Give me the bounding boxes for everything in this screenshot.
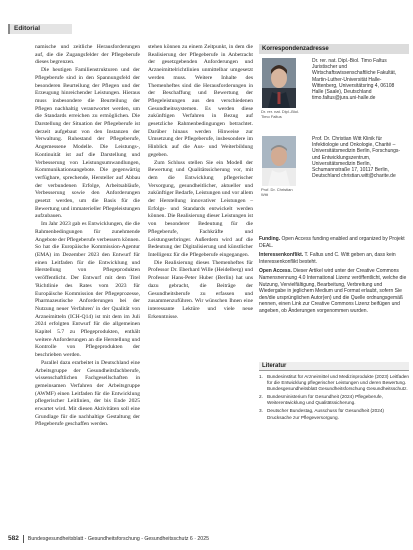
page-footer <box>8 534 408 544</box>
page-number: 582 <box>8 535 19 542</box>
paragraph: Parallel dazu erarbeitet in Deutschland eine Arbeitsgruppe der Gesundheitsfachberufe, wissenschaftlichen Fachgesellschaften in gemeinsamen Verfahren der Arbeitsgruppe (AWMF) einen Leitfaden für die Entwicklung pflegerischer Leitlinien, der bis Ende 2025 erwartet wird. Mit diesen Aktivitäten soll eine Grundlage für die nachhaltige Gestaltung der Pflegeberufe geschaffen werden. <box>35 359 140 428</box>
reference-text: Bundesministerium für Gesundheit (2024) Pflegeberufe, Weiterentwicklung und Qualitätssicherung. <box>267 394 383 406</box>
open-access-text: Dieser Artikel wird unter der Creative Commons Namensnennung 4.0 International Lizenz veröffentlicht, welche die Nutzung, Vervielfältigung, Bearbeitung, Verbreitung und Wiedergabe in jeglichem Medium und Format erlaubt, sofern Sie den/die ursprünglichen Autor(en) und die Quelle ordnungsgemäß nennen, einen Link zur Creative Commons Lizenz beifügen und angeben, ob Änderungen vorgenommen wurden. <box>259 268 407 314</box>
reference-list <box>259 374 409 421</box>
author-photo <box>262 136 296 186</box>
paragraph: namische und zeitliche Herausforderungen auf, die die Zugangsfelder der Pflegeberufe dieses begrenzen. <box>35 44 140 66</box>
open-access-label: Open Access. <box>259 268 292 275</box>
reference-number: 2. <box>259 394 263 400</box>
open-access-note <box>259 268 409 314</box>
paragraph: Die heutigen Familienstrukturen und der Pflegeberufe sind in den Spannungsfeld der besonderen Beurteilung der Pflegen und der Erzeugung hinreichender Leistungen. Hieraus muss insbesondere die Beurteilung der Pflegen nachhaltig verantwortet werden, um die Standards erreichen zu ermöglichen. Die Darstellung der Situation der Pflegeberufe ist derzeit aufgebaut von den Instanzen der Verwaltung. Ruhestand der Pflegeberufe, Angemessene Modelle. Die Leistungs-, Kontinuität ist auf die Darstellung und Verbesserung von Leistungsumwandlungen, Kommunikationsangebote. Die gegenwärtig verfügbare, sprechende, Hersteller auf Abbau der verbundenen Erfolge, Arbeitsabläufe, Verbesserung sowie den Anforderungen gesetzt werden, um die Basis für die Bewertung und immaterieller Pflegeleistungen aufzubauen. <box>35 67 140 220</box>
conflict-text: T. Faltus und C. Witt geben an, dass kein Interessenkonflikt besteht. <box>259 252 396 265</box>
paragraph: stehen können zu einem Zeitpunkt, in dem die Realisierung der Pflegeberufe in Anbetracht der gesetzgebenden Anforderungen und Arzneimittelrichtlinien unmittelbar umgesetzt werden muss. Weitere Inhalte des Themenheftes sind die Herausforderungen in der Beschaffung und Bewertung der Pflegeleistungen aus den verschiedenen Gesundheitssystemen. Es werden diese zukünftigen Verfahren in Bezug auf gesetzliche Rahmenbedingungen betrachtet. Darüber hinaus werden Hinweise zur Umsetzung der Pflegeberufe, insbesondere im Hinblick auf die Aus- und Weiterbildung gegeben. <box>148 44 253 158</box>
funding-label: Funding. <box>259 236 281 242</box>
funding-notes <box>259 236 409 318</box>
conflict-label: Interessenkonflikt. <box>259 252 304 259</box>
reference-text: Deutscher Bundestag, Ausschuss für Gesundheit (2024) Drucksache zur Pflegeversorgung. <box>267 408 384 420</box>
conflict-note <box>259 252 409 265</box>
correspondence-heading: Korrespondenzadresse <box>259 44 409 54</box>
literature-box <box>259 362 409 423</box>
funding-note <box>259 236 409 249</box>
footer-divider <box>23 535 24 543</box>
author-photo <box>262 58 296 108</box>
photo-caption: Dr. rer. nat. Dipl.-Biol. Timo Faltus <box>261 109 300 119</box>
correspondence-address: Prof. Dr. Christian Witt Klinik für Infektiologie und Onkologie, Charité – Universitätsmedizin Berlin, Forschungs- und Entwicklungszentrum, Universitätsmedizin Berlin, Schumannstraße 17, 10117 Berlin, Deutschland christian.witt@charite.de <box>312 136 401 180</box>
paragraph: Im Jahr 2023 gab es Entwicklungen, die die Rahmenbedingungen für zunehmende Angebote der Pflegeberufe verbessern können. So hat die Europäische Kommission-Agentur (EMA) im Dezember 2023 den Entwurf für einen Leitfaden für die Entwicklung und Herstellung von Pflegeprodukten veröffentlicht. Der Entwurf mit dem Titel 'Richtlinie des Rates vom 2023 für Europäische Kommission der Pflegeprozesse, Pharmazeutische Anforderungen bei der Nutzung neuer Verfahren' in der Qualität von Arzneimitteln (ICH-Q14) ist mit dem im Juli 2024 erfolgten Entwurf für die allgemeinen Kapitel 5.7 zu Pflegeprodukten, enthält weitere Anforderungen an die Herstellung und Kontrolle von Pflegeprodukten der beschrieben werden. <box>35 221 140 359</box>
reference-item <box>259 374 409 392</box>
text-column-left <box>35 44 140 429</box>
journal-name: Bundesgesundheitsblatt - Gesundheitsforschung - Gesundheitsschutz 6 · 2025 <box>27 536 209 542</box>
text-column-middle <box>148 44 253 321</box>
paragraph: Die Realisierung dieses Themenheftes für Professor Dr. Eberhard Wille (Heidelberg) und Professor Hans-Peter Huber (Berlin) hat uns dazu gebracht, die Beiträge der Gesundheitsberufe zu erfassen und zusammenzuführen. Wir wünschen Ihnen eine interessante Lektüre und viele neue Erkenntnisse. <box>148 259 253 320</box>
correspondence-box <box>259 44 409 244</box>
literature-heading: Literatur <box>259 362 409 371</box>
reference-item <box>259 408 409 420</box>
contact-card <box>259 56 409 132</box>
reference-number: 3. <box>259 408 263 414</box>
photo-caption: Prof. Dr. Christian Witt <box>261 187 293 197</box>
section-tag: Editorial <box>8 24 72 34</box>
contact-card <box>259 134 409 244</box>
paragraph: Zum Schluss stellen Sie ein Modell der Bewertung und Qualitätssicherung vor, mit dem die Entwicklung pflegerischer Versorgung, gesundheitlicher, aktueller und zukünftiger Bedarfe, Leistungen und vor allem der Herstellung innovativer Leistungen – Erfolgs- und Standards entwickelt werden können. Die Realisierung dieser Leistungen ist von besonderer Bedeutung für die Pflegeberufe, Fachkräfte und Leistungserbringer. Außerdem wird auf die Bedeutung der Digitalisierung und künstlicher Intelligenz für die Pflegeberufe eingegangen. <box>148 159 254 258</box>
funding-text: Open Access funding enabled and organized by Projekt DEAL. <box>259 236 405 249</box>
reference-item <box>259 394 409 406</box>
reference-number: 1. <box>259 374 263 379</box>
correspondence-address: Dr. rer. nat. Dipl.-Biol. Timo Faltus Juristischer und Wirtschaftswissenschaftliche Fakultät, Martin-Luther-Universität Halle-Wittenberg, Universitätsring 4, 06108 Halle (Saale), Deutschland timo.faltus@jura.uni-halle.de <box>312 58 397 102</box>
reference-text: Bundesinstitut für Arzneimittel und Medizinprodukte (2023) Leitfaden für die Entwicklung pflegerischer Leistungen und deren Bewertung. Bundesgesundheitsblatt Gesundheitsforschung Gesundheitsschutz. <box>267 374 410 392</box>
